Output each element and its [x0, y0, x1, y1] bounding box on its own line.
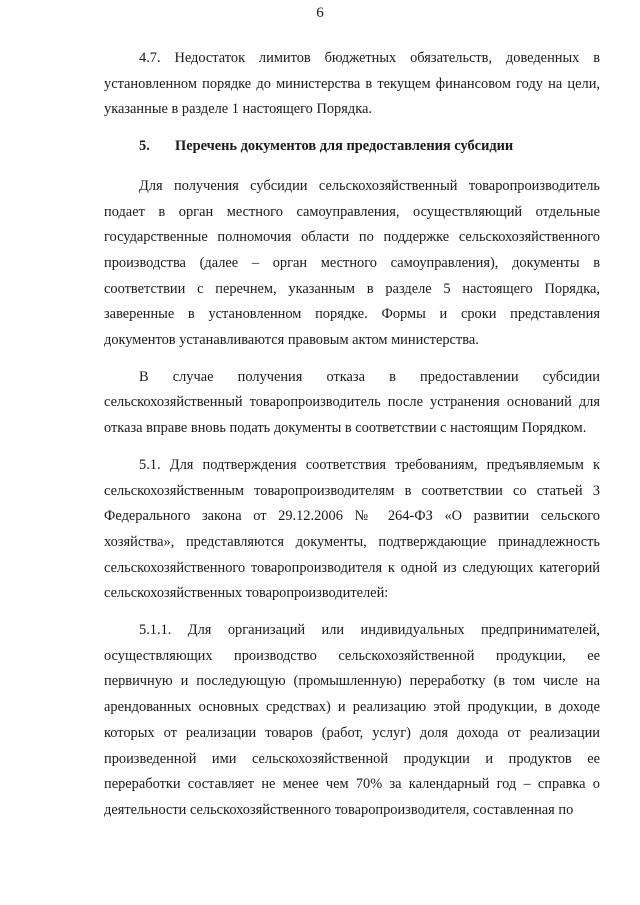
section-number: 5.	[139, 138, 150, 155]
section-title: Перечень документов для предоставления субсидии	[175, 138, 514, 155]
page-number: 6	[316, 5, 324, 21]
paragraph-4-7: 4.7. Недостаток лимитов бюджетных обязательств, доведенных в установленном порядке до министерства в текущем финансовом году на цели, указанные в разделе 1 настоящего Порядка.	[104, 50, 600, 118]
document-body	[104, 46, 600, 824]
paragraph-section-intro: Для получения субсидии сельскохозяйственный товаропроизводитель подает в орган местного самоуправления, осуществляющий отдельные государственные полномочия области по поддержке сельскохозяйственного производства (далее – орган местного самоуправления), документы в соответствии с перечнем, указанным в разделе 5 настоящего Порядка, заверенные в установленном порядке. Формы и сроки представления документов устанавливаются правовым актом министерства.	[104, 177, 600, 349]
paragraph-5-1-1: 5.1.1. Для организаций или индивидуальных предпринимателей, осуществляющих производство сельскохозяйственной продукции, ее первичную и последующую (промышленную) переработку (в том числе на арендованных основных средствах) и реализацию этой продукции, в доходе которых от реализации товаров (работ, услуг) доля дохода от реализации произведенной ими сельскохозяйственной продукции и продуктов ее переработки составляет не менее чем 70% за календарный год – справка о деятельности сельскохозяйственного товаропроизводителя, составленная по	[104, 622, 600, 818]
paragraph-refusal: В случае получения отказа в предоставлении субсидии сельскохозяйственный товаропроизводитель после устранения оснований для отказа вправе вновь подать документы в соответствии с настоящим Порядком.	[104, 368, 600, 437]
section-heading	[104, 134, 600, 160]
paragraph-5-1: 5.1. Для подтверждения соответствия требованиям, предъявляемым к сельскохозяйственным товаропроизводителям в соответствии со статьей 3 Федерального закона от 29.12.2006 № 264-ФЗ «О развитии сельского хозяйства», представляются документы, подтверждающие принадлежность сельскохозяйственного товаропроизводителя к одной из следующих категорий сельскохозяйственных товаропроизводителей:	[104, 456, 600, 602]
